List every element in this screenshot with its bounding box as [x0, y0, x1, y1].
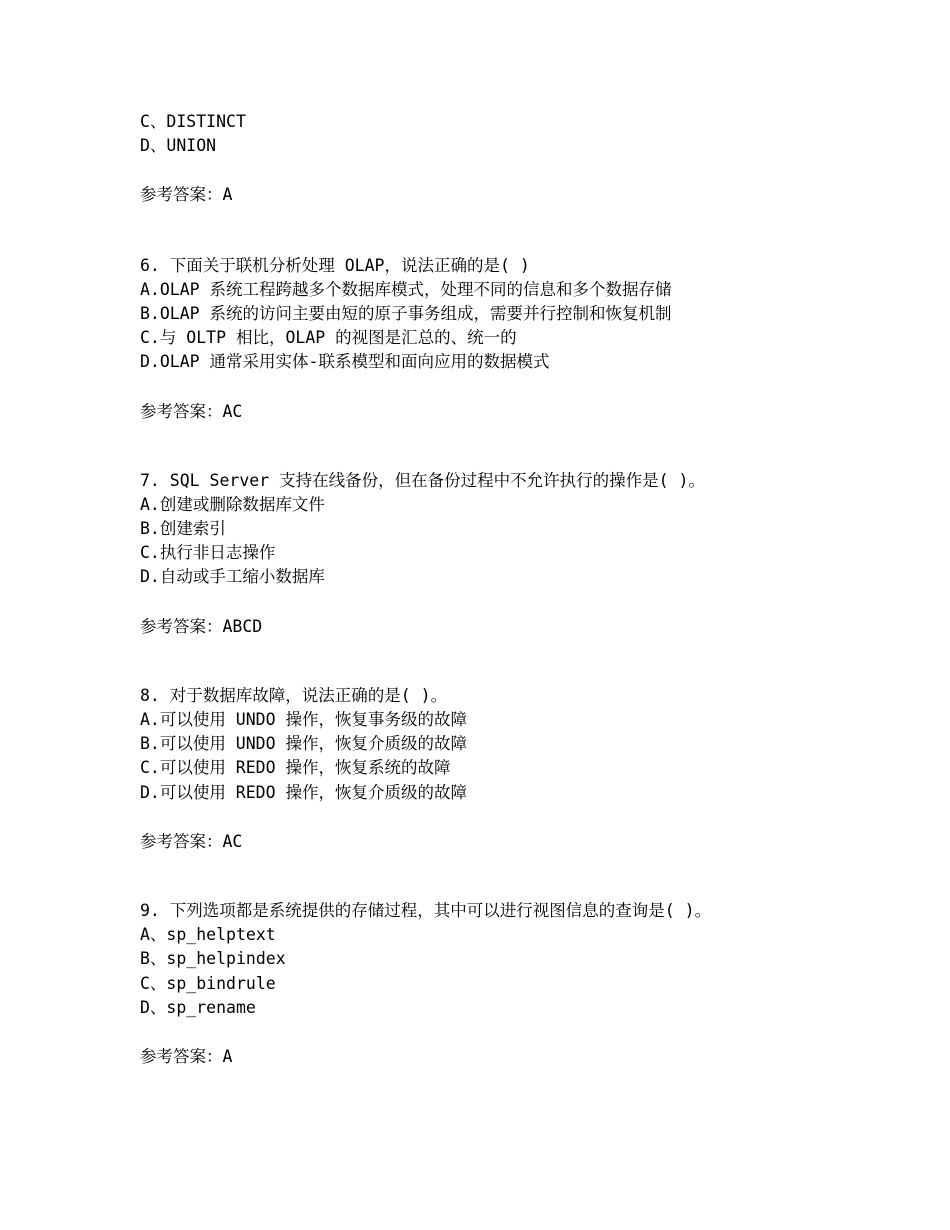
- question-stem: 6. 下面关于联机分析处理 OLAP，说法正确的是( ): [140, 255, 530, 275]
- option-a: A、sp_helptext: [140, 925, 276, 945]
- option-c: C.可以使用 REDO 操作，恢复系统的故障: [140, 758, 451, 778]
- answer-text: 参考答案：ABCD: [140, 616, 263, 636]
- option-c: C.执行非日志操作: [140, 543, 276, 563]
- answer-text: 参考答案：AC: [140, 831, 243, 851]
- option-d: D、UNION: [140, 136, 217, 156]
- prev-question-block: [140, 110, 920, 208]
- option-d: D.OLAP 通常采用实体-联系模型和面向应用的数据模式: [140, 352, 550, 372]
- document-page: [140, 110, 920, 1069]
- answer-text: 参考答案：AC: [140, 401, 243, 421]
- option-c: C、sp_bindrule: [140, 973, 276, 993]
- question-stem: 7. SQL Server 支持在线备份，但在备份过程中不允许执行的操作是( )。: [140, 470, 705, 490]
- option-d: D.可以使用 REDO 操作，恢复介质级的故障: [140, 782, 467, 802]
- option-b: B.可以使用 UNDO 操作，恢复介质级的故障: [140, 734, 467, 754]
- question-8: [140, 684, 920, 854]
- option-d: D、sp_rename: [140, 997, 256, 1017]
- option-a: A.OLAP 系统工程跨越多个数据库模式，处理不同的信息和多个数据存储: [140, 279, 672, 299]
- option-b: B、sp_helpindex: [140, 949, 286, 969]
- option-c: C.与 OLTP 相比，OLAP 的视图是汇总的、统一的: [140, 328, 517, 348]
- answer-text: 参考答案：A: [140, 1046, 233, 1066]
- question-stem: 9. 下列选项都是系统提供的存储过程，其中可以进行视图信息的查询是( )。: [140, 900, 712, 920]
- question-6: [140, 254, 920, 424]
- option-b: B.OLAP 系统的访问主要由短的原子事务组成，需要并行控制和恢复机制: [140, 303, 672, 323]
- option-d: D.自动或手工缩小数据库: [140, 567, 325, 587]
- option-a: A.创建或删除数据库文件: [140, 494, 325, 514]
- question-stem: 8. 对于数据库故障，说法正确的是( )。: [140, 685, 448, 705]
- option-a: A.可以使用 UNDO 操作，恢复事务级的故障: [140, 710, 467, 729]
- option-b: B.创建索引: [140, 519, 226, 539]
- question-7: [140, 469, 920, 639]
- question-9: [140, 899, 920, 1069]
- answer-text: 参考答案：A: [140, 185, 233, 205]
- option-c: C、DISTINCT: [140, 112, 246, 131]
